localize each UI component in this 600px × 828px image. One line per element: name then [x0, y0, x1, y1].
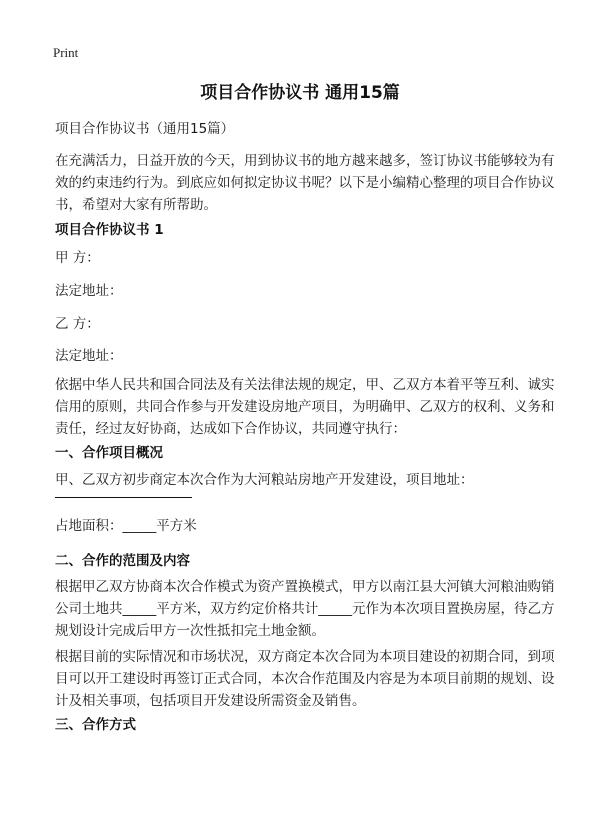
section-1-heading: 一、合作项目概况 [55, 445, 163, 461]
party-b-label: 乙 方： [55, 316, 100, 332]
agreement-heading: 项目合作协议书 1 [55, 222, 164, 238]
document-title: 项目合作协议书 通用15篇 [200, 83, 400, 103]
party-b-address-label: 法定地址： [55, 348, 123, 364]
section-2-heading: 二、合作的范围及内容 [55, 553, 190, 569]
party-a-address-label: 法定地址： [55, 283, 123, 299]
address-blank-line [55, 497, 192, 498]
preamble-paragraph: 依据中华人民共和国合同法及有关法律法规的规定，甲、乙双方本着平等互利、诚实信用的原则，共同合作参与开发建设房地产项目，为明确甲、乙双方的权利、义务和责任，经过友好协商，达成如下合作协议，共同遵守执行： [55, 377, 555, 437]
party-a-label: 甲 方： [55, 250, 100, 266]
section-3-heading: 三、合作方式 [55, 717, 136, 733]
print-link[interactable]: Print [53, 45, 79, 60]
area-text: 占地面积：_____平方米 [55, 518, 197, 534]
section-1-text: 甲、乙双方初步商定本次合作为大河粮站房地产开发建设，项目地址： [55, 472, 474, 488]
section-2-paragraph-2: 根据目前的实际情况和市场状况，双方商定本次合同为本项目建设的初期合同，到项目可以开工建设时再签订正式合同，本次合作范围及内容是为本项目前期的规划、设计及相关事项，包括项目开发建设所需资金及销售。 [55, 649, 555, 709]
document-subtitle: 项目合作协议书（通用15篇） [55, 121, 235, 137]
section-2-paragraph-1: 根据甲乙双方协商本次合作模式为资产置换模式，甲方以南江县大河镇大河粮油购销公司土地共_____平方米，双方约定价格共计_____元作为本次项目置换房屋，待乙方规划设计完成后甲方一次性抵扣完土地金额。 [55, 579, 555, 639]
intro-paragraph: 在充满活力，日益开放的今天，用到协议书的地方越来越多，签订协议书能够较为有效的约束违约行为。到底应如何拟定协议书呢？以下是小编精心整理的项目合作协议书，希望对大家有所帮助。 [55, 153, 555, 213]
